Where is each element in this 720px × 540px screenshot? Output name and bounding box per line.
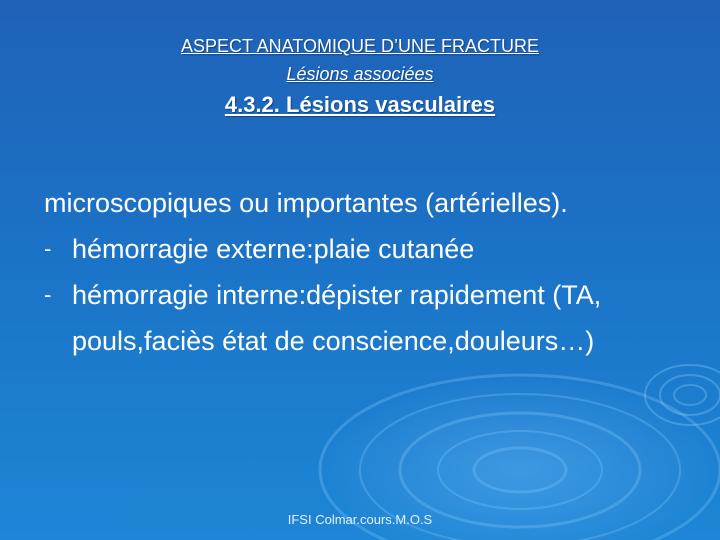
bullet-text: hémorragie interne:dépister rapidement (TA, pouls,faciès état de conscience,douleurs…) xyxy=(72,280,602,356)
bullet-dash-icon: - xyxy=(44,236,52,261)
intro-text: microscopiques ou importantes (artérielles). xyxy=(44,188,568,218)
bullet-dash-icon: - xyxy=(44,282,52,307)
slide-subtitle: Lésions associées xyxy=(286,64,434,84)
bullet-item-internal-hemorrhage xyxy=(44,272,704,364)
slide-footer: IFSI Colmar.cours.M.O.S xyxy=(287,512,433,527)
section-heading: 4.3.2. Lésions vasculaires xyxy=(224,92,496,117)
bullet-item-external-hemorrhage xyxy=(44,226,704,272)
slide-title: ASPECT ANATOMIQUE D’UNE FRACTURE xyxy=(180,36,540,56)
bullet-list xyxy=(44,226,704,364)
slide-body xyxy=(44,180,704,364)
bullet-text: hémorragie externe:plaie cutanée xyxy=(72,234,475,264)
